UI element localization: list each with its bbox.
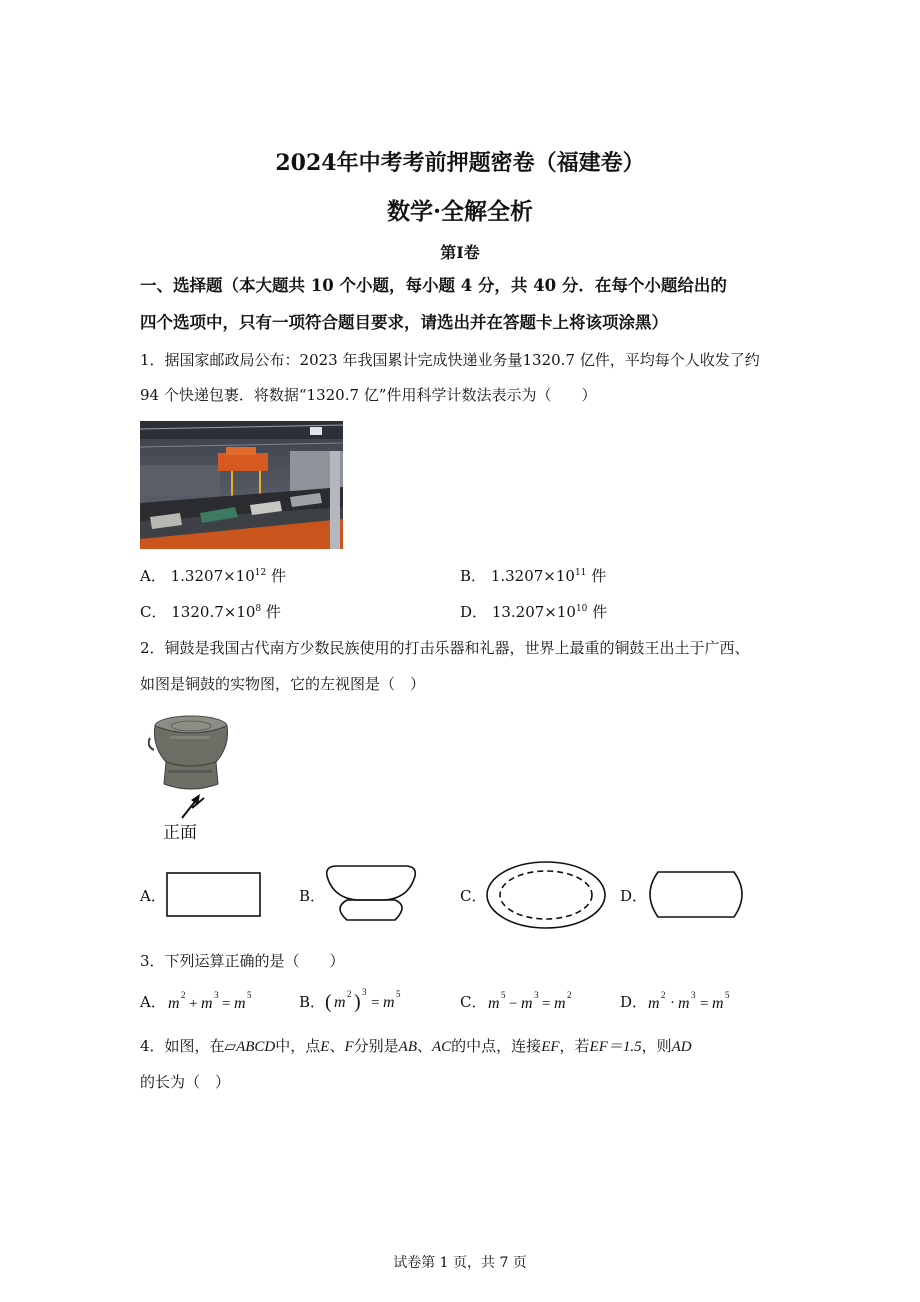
q1-option-a [140, 566, 286, 586]
q2-option-a-rectangle [166, 872, 262, 918]
q3-option-b-label: B． [299, 993, 326, 1011]
q4-abcd: ABCD [236, 1039, 276, 1055]
q2-stem-line2: 如图是铜鼓的实物图，它的左视图是（ ） [140, 675, 426, 693]
q1-option-b-unit: 件 [591, 567, 607, 585]
q3-option-d-formula [646, 986, 746, 1014]
q4-text: ，若 [559, 1037, 590, 1055]
volume-label: 第I卷 [440, 243, 480, 262]
q4-text: 中，点 [275, 1037, 321, 1055]
q1-option-c-unit: 件 [265, 603, 281, 621]
q2-option-b-drum-shape [325, 864, 417, 924]
q4-segment-ad: AD [671, 1039, 692, 1055]
section-heading-line1: 一、选择题（本大题共 10 个小题，每小题 4 分，共 40 分．在每个小题给出的 [140, 276, 727, 295]
q4-text: 的中点，连接 [451, 1037, 542, 1055]
page-subtitle: 数学·全解全析 [386, 198, 533, 225]
q2-option-b-label: B． [299, 887, 326, 905]
q1-stem-line1: 1．据国家邮政局公布：2023 年我国累计完成快递业务量1320.7 亿件，平均每个人收发了约 [140, 351, 760, 369]
q1-option-c-exp: 8 [255, 604, 262, 614]
q3-option-d-label: D． [620, 993, 648, 1011]
q4-text: 分别是 [353, 1037, 399, 1055]
q3-option-a-label: A． [140, 993, 166, 1011]
q4-ef-value: EF＝1.5 [589, 1039, 642, 1055]
q1-option-b-exp: 11 [574, 568, 587, 578]
page-footer: 试卷第 1 页，共 7 页 [393, 1255, 527, 1271]
svg-text:(: ( [325, 991, 332, 1013]
q4-point-f: F [344, 1039, 354, 1055]
svg-text:·: · [670, 995, 675, 1011]
q3-option-c-label: C． [460, 993, 487, 1011]
svg-text:m: m [168, 995, 180, 1012]
q1-option-b-coef: 1.3207×10 [490, 567, 575, 585]
q3-option-c-formula [486, 986, 586, 1014]
q3-option-b-formula [325, 984, 415, 1016]
front-label: 正面 [163, 823, 197, 843]
section-heading-line2: 四个选项中，只有一项符合题目要求，请选出并在答题卡上将该项涂黑） [140, 313, 668, 332]
q2-option-c-ellipse-shape [485, 860, 607, 930]
q1-option-c-coef: 1320.7×10 [171, 603, 256, 621]
q2-option-d-rounded-shape [646, 870, 746, 920]
svg-text:m: m [383, 994, 395, 1011]
svg-text:5: 5 [725, 990, 730, 1000]
svg-text:3: 3 [362, 987, 367, 997]
svg-text:2: 2 [181, 990, 186, 1000]
svg-text:+: + [189, 996, 198, 1012]
svg-text:m: m [488, 995, 500, 1012]
q1-option-d-coef: 13.207×10 [491, 603, 576, 621]
q1-option-d-label: D． [460, 603, 488, 621]
svg-text:5: 5 [247, 990, 252, 1000]
q4-segment-ab: AB [398, 1039, 417, 1055]
q4-text: 4．如图，在 [140, 1037, 225, 1055]
svg-text:m: m [521, 995, 533, 1012]
svg-text:2: 2 [661, 990, 666, 1000]
svg-text:=: = [371, 995, 380, 1011]
svg-text:m: m [648, 995, 660, 1012]
q1-option-d-exp: 10 [575, 604, 588, 614]
q1-option-a-coef: 1.3207×10 [170, 567, 255, 585]
q2-option-d-label: D． [620, 887, 648, 905]
svg-text:m: m [201, 995, 213, 1012]
svg-text:3: 3 [534, 990, 539, 1000]
svg-text:5: 5 [501, 990, 506, 1000]
q4-stem-line1 [140, 1036, 692, 1057]
parallelogram-symbol: ▱ [224, 1037, 237, 1055]
q1-option-c [140, 602, 281, 622]
svg-text:3: 3 [691, 990, 696, 1000]
q2-option-c-label: C． [460, 887, 487, 905]
svg-text:=: = [222, 996, 231, 1012]
arrow-icon [178, 792, 204, 820]
svg-text:=: = [542, 996, 551, 1012]
page-title: 2024年中考考前押题密卷（福建卷） [275, 150, 645, 176]
q1-stem-line2: 94 个快递包裹．将数据“1320.7 亿”件用科学计数法表示为（ ） [140, 386, 597, 404]
svg-text:−: − [509, 996, 518, 1012]
q1-option-d [460, 602, 607, 622]
svg-text:2: 2 [347, 989, 352, 999]
svg-text:3: 3 [214, 990, 219, 1000]
q3-option-a-formula [166, 986, 266, 1014]
svg-text:m: m [712, 995, 724, 1012]
q4-point-e: E [320, 1039, 330, 1055]
svg-text:): ) [354, 991, 361, 1013]
q4-text: 、 [329, 1037, 345, 1055]
svg-text:m: m [554, 995, 566, 1012]
q4-segment-ac: AC [432, 1039, 452, 1055]
q1-option-a-label: A． [140, 567, 166, 585]
express-sorting-photo [140, 421, 343, 549]
svg-text:m: m [234, 995, 246, 1012]
q4-text: ，则 [641, 1037, 672, 1055]
q2-stem-line1: 2．铜鼓是我国古代南方少数民族使用的打击乐器和礼器，世界上最重的铜鼓王出土于广西、 [140, 639, 750, 657]
svg-text:m: m [334, 994, 346, 1011]
q3-stem: 3．下列运算正确的是（ ） [140, 952, 345, 970]
q1-option-a-unit: 件 [271, 567, 287, 585]
svg-text:m: m [678, 995, 690, 1012]
q1-option-a-exp: 12 [254, 568, 267, 578]
q1-option-c-label: C． [140, 603, 167, 621]
q4-text: 、 [416, 1037, 432, 1055]
q4-stem-line2: 的长为（ ） [140, 1073, 231, 1091]
q1-option-d-unit: 件 [592, 603, 608, 621]
q1-option-b [460, 566, 606, 586]
svg-text:5: 5 [396, 989, 401, 999]
q4-segment-ef: EF [541, 1039, 560, 1055]
q1-option-b-label: B． [460, 567, 487, 585]
svg-text:=: = [700, 996, 709, 1012]
q2-option-a-label: A． [140, 887, 166, 905]
svg-text:2: 2 [567, 990, 572, 1000]
